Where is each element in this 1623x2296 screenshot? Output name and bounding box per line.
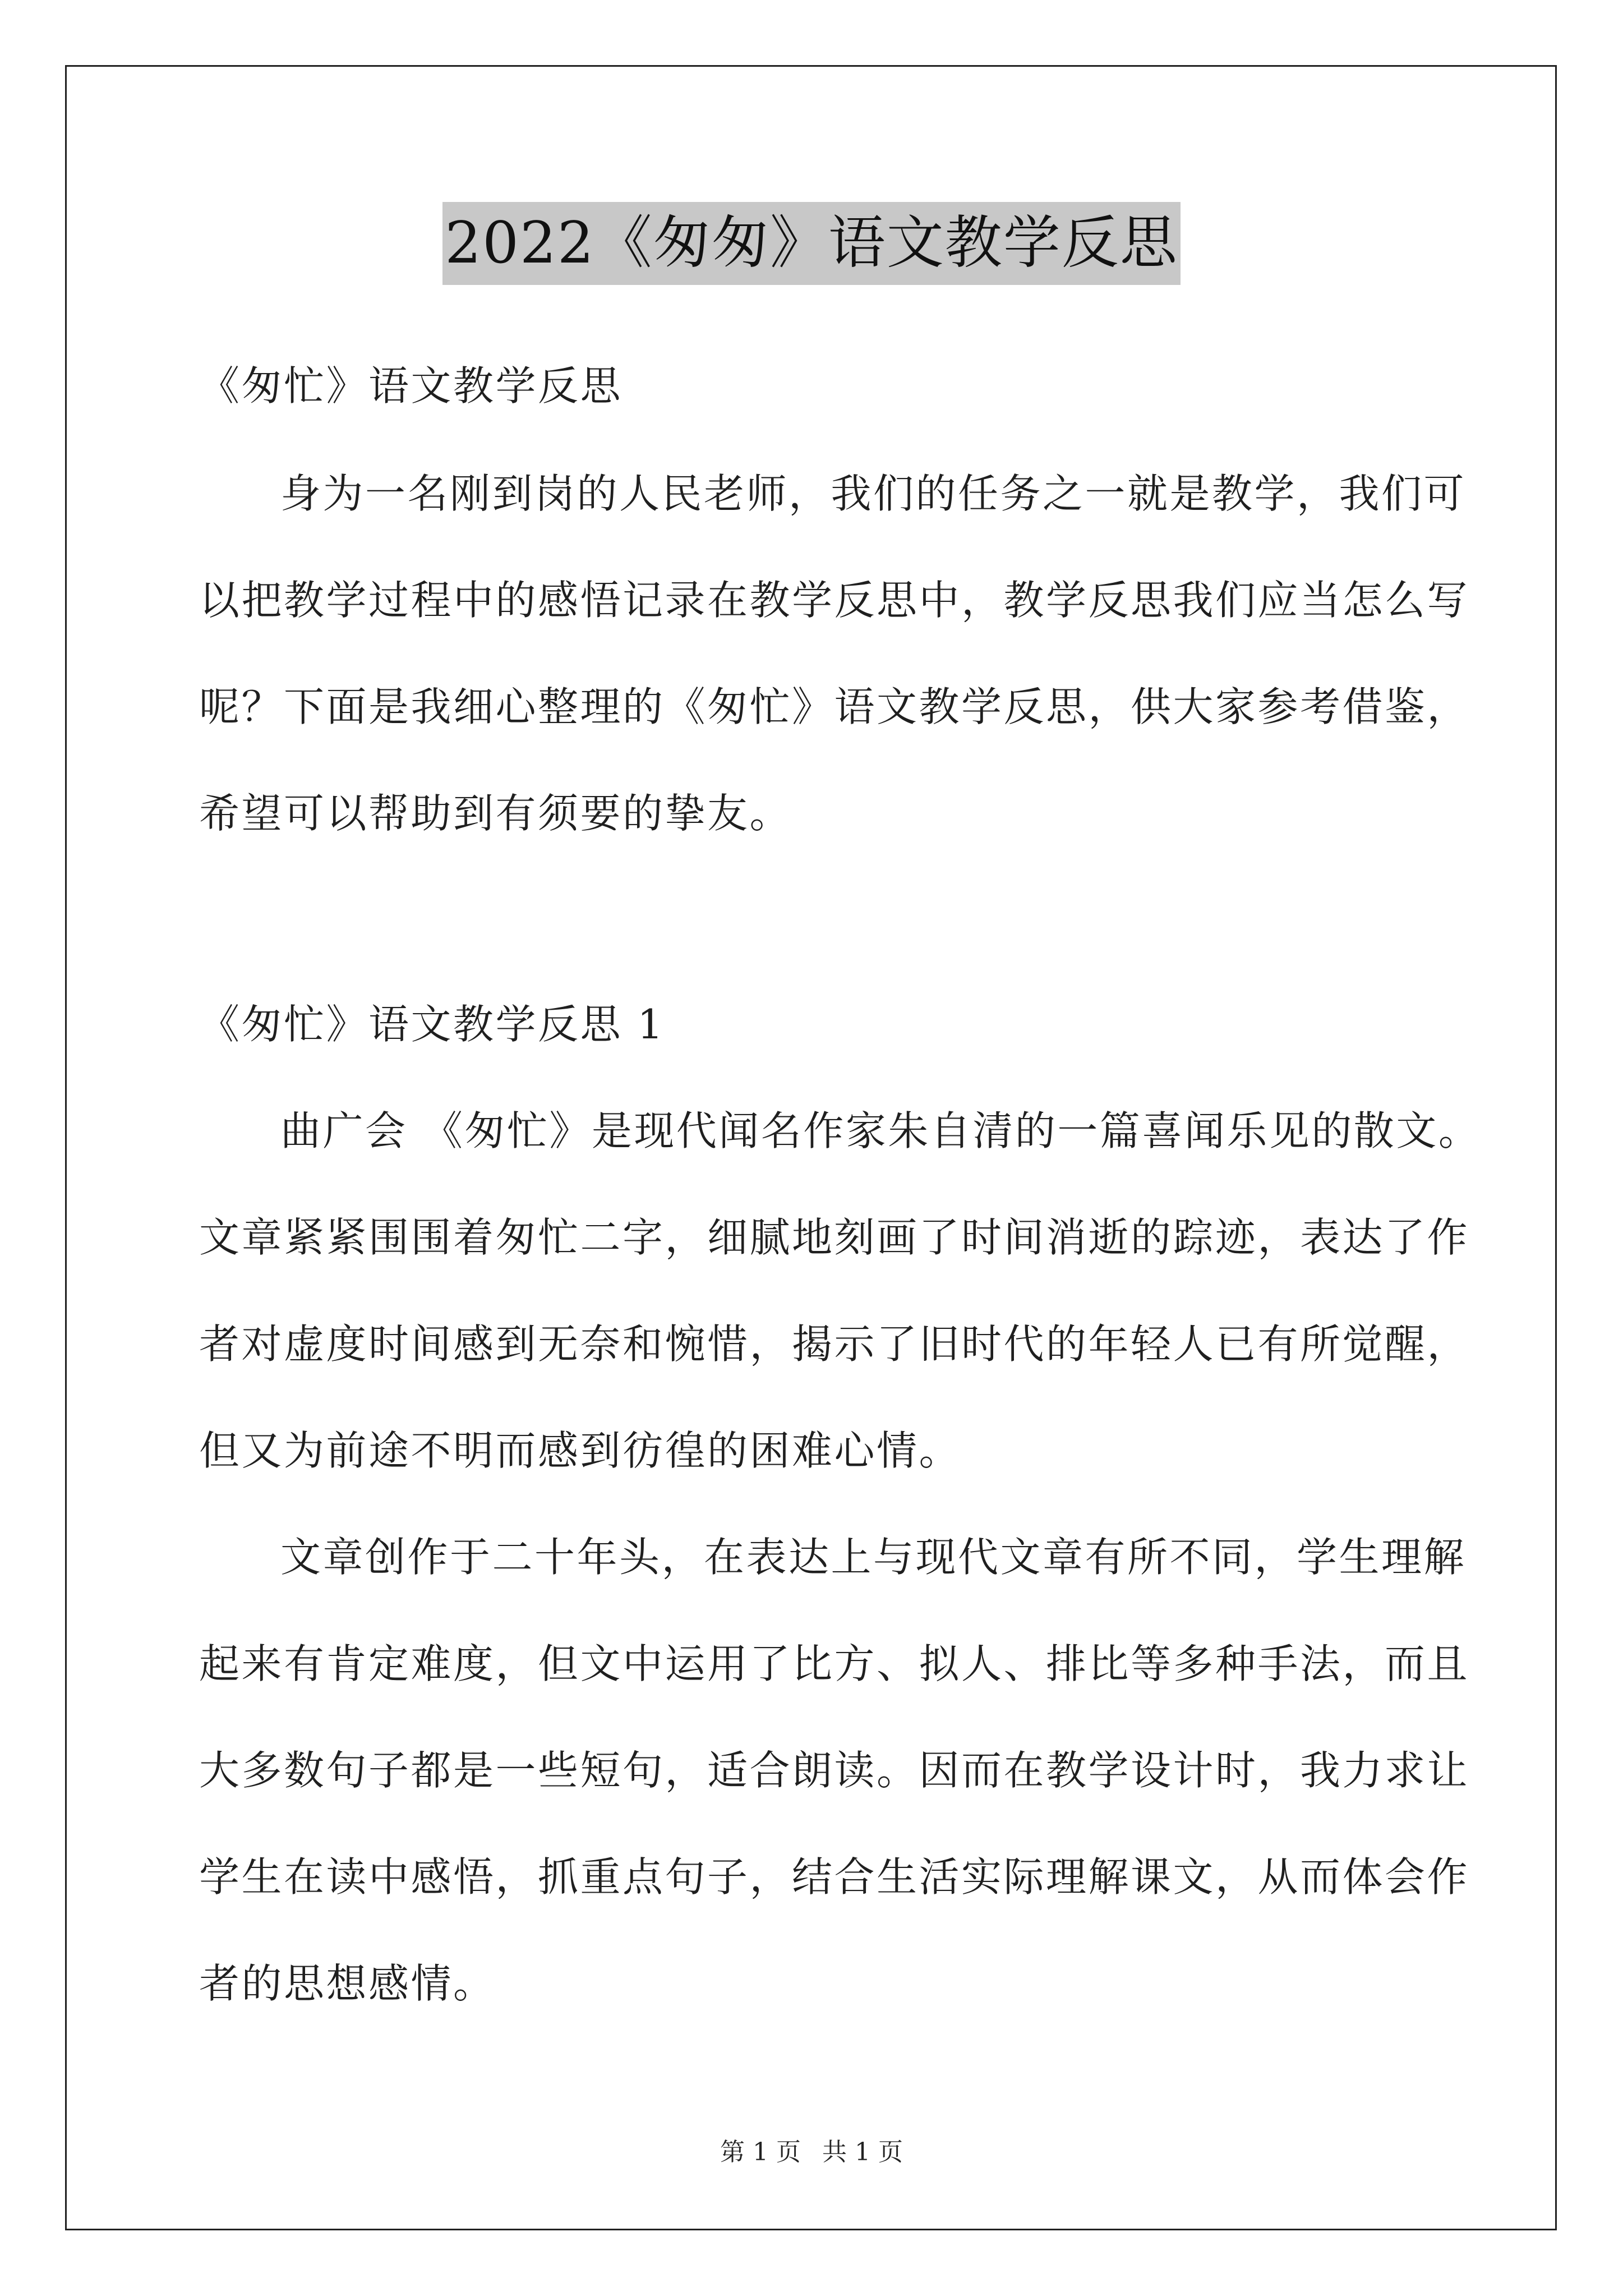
page-footer (0, 2132, 1623, 2168)
para2-line-1: 文章创作于二十年头，在表达上与现代文章有所不同，学生理解 (280, 1534, 1467, 1581)
intro-line-1: 身为一名刚到岗的人民老师，我们的任务之一就是教学，我们可 (280, 470, 1467, 517)
para1-line-1: 曲广会 《匆忙》是现代闻名作家朱自清的一篇喜闻乐见的散文。 (280, 1107, 1481, 1154)
para1-line-3: 者对虚度时间感到无奈和惋惜，揭示了旧时代的年轻人已有所觉醒， (199, 1320, 1470, 1368)
document-title: 2022《匆匆》语文教学反思 (442, 202, 1181, 285)
intro-line-2: 以把教学过程中的感悟记录在教学反思中，教学反思我们应当怎么写 (199, 577, 1470, 624)
para1-line-4: 但又为前途不明而感到彷徨的困难心情。 (199, 1427, 962, 1474)
section-heading-1: 《匆忙》语文教学反思 1 (199, 1001, 665, 1048)
para2-line-4: 学生在读中感悟，抓重点句子，结合生活实际理解课文，从而体会作 (199, 1853, 1470, 1901)
para2-line-3: 大多数句子都是一些短句，适合朗读。因而在教学设计时，我力求让 (199, 1747, 1470, 1794)
title-container (0, 202, 1623, 285)
para1-line-2: 文章紧紧围围着匆忙二字，细腻地刻画了时间消逝的踪迹，表达了作 (199, 1214, 1470, 1261)
page-number: 第 1 页 (720, 2138, 801, 2166)
page-total: 共 1 页 (822, 2138, 903, 2166)
para2-line-5: 者的思想感情。 (199, 1960, 496, 2007)
document-subtitle: 《匆忙》语文教学反思 (199, 362, 623, 409)
para2-line-2: 起来有肯定难度，但文中运用了比方、拟人、排比等多种手法，而且 (199, 1640, 1470, 1687)
intro-line-3: 呢？下面是我细心整理的《匆忙》语文教学反思，供大家参考借鉴， (199, 683, 1470, 730)
intro-line-4: 希望可以帮助到有须要的挚友。 (199, 790, 792, 837)
